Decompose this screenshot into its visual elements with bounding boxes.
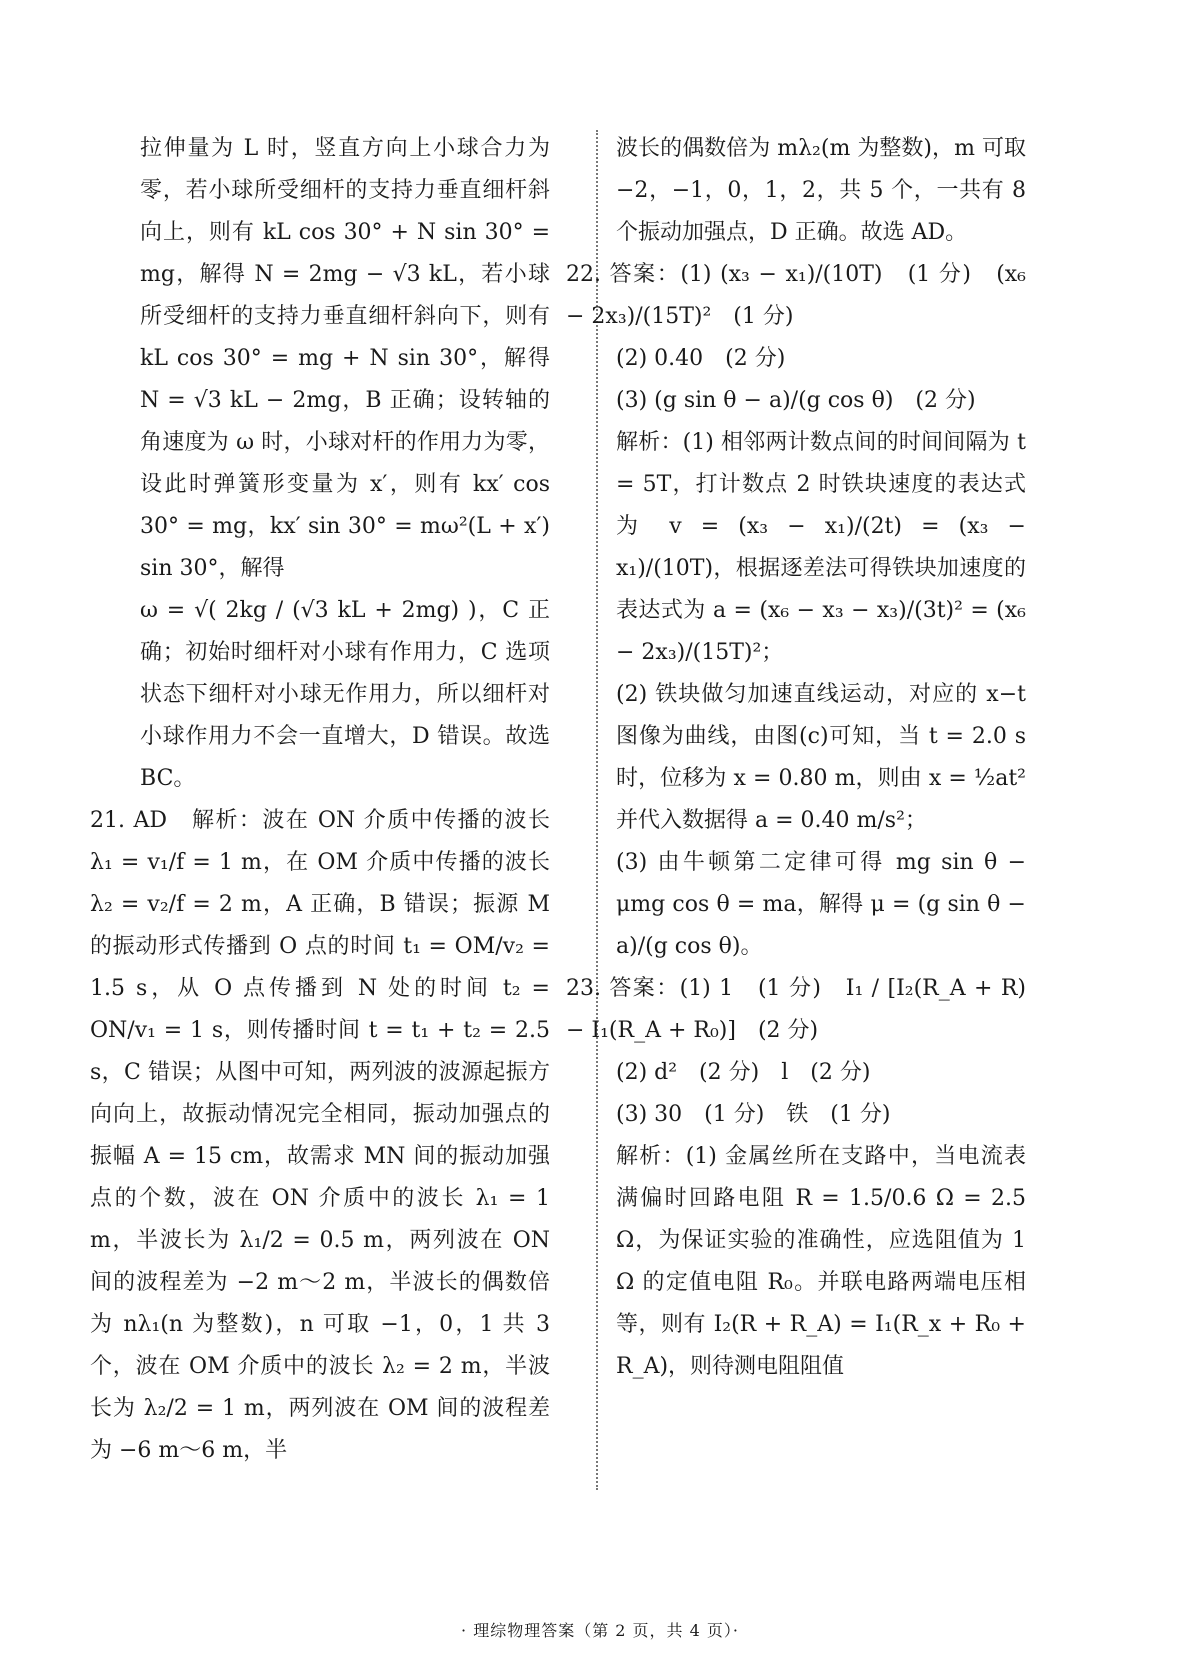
question-22-analysis-2: (2) 铁块做匀加速直线运动，对应的 x−t 图像为曲线，由图(c)可知，当 t = 2.0 s 时，位移为 x = 0.80 m，则由 x = ½at² 并代入数据得 a = 0.40 m/s²； — [616, 682, 1026, 833]
right-paragraph-1: 波长的偶数倍为 mλ₂(m 为整数)，m 可取 −2，−1，0，1，2，共 5 个，一共有 8 个振动加强点，D 正确。故选 AD。 — [616, 136, 1026, 245]
question-23-analysis: 解析：(1) 金属丝所在支路中，当电流表满偏时回路电阻 R = 1.5/0.6 Ω = 2.5 Ω，为保证实验的准确性，应选阻值为 1 Ω 的定值电阻 R₀。并联电路两端电压相等，则有 I₂(R + R_A) = I₁(R_x + R₀ + R_A)，则待测电阻阻值 — [616, 1144, 1026, 1379]
question-22-answer: 22. 答案：(1) (x₃ − x₁)/(10T) (1 分) (x₆ − 2x₃)/(15T)² (1 分) — [566, 262, 1026, 329]
question-23-answer: 23. 答案：(1) 1 (1 分) I₁ / [I₂(R_A + R) − I₁(R_A + R₀)] (2 分) — [566, 976, 1026, 1043]
left-column — [90, 128, 550, 1472]
question-22-answer-2: (2) 0.40 (2 分) — [616, 346, 786, 371]
right-column — [566, 128, 1026, 1388]
question-22-answer-3: (3) (g sin θ − a)/(g cos θ) (2 分) — [616, 388, 976, 413]
question-23-answer-3: (3) 30 (1 分) 铁 (1 分) — [616, 1102, 891, 1127]
question-21: 21. AD 解析：波在 ON 介质中传播的波长 λ₁ = v₁/f = 1 m，在 OM 介质中传播的波长 λ₂ = v₂/f = 2 m，A 正确，B 错误；振源 M 的振动形式传播到 O 点的时间 t₁ = OM/v₂ = 1.5 s，从 O 点传播到 N 处的时间 t₂ = ON/v₁ = 1 s，则传播时间 t = t₁ + t₂ = 2.5 s，C 错误；从图中可知，两列波的波源起振方向向上，故振动情况完全相同，振动加强点的振幅 A = 15 cm，故需求 MN 间的振动加强点的个数，波在 ON 介质中的波长 λ₁ = 1 m，半波长为 λ₁/2 = 0.5 m，两列波在 ON 间的波程差为 −2 m～2 m，半波长的偶数倍为 nλ₁(n 为整数)，n 可取 −1，0，1 共 3 个，波在 OM 介质中的波长 λ₂ = 2 m，半波长为 λ₂/2 = 1 m，两列波在 OM 间的波程差为 −6 m～6 m，半 — [90, 808, 550, 1463]
question-22-analysis-3: (3) 由牛顿第二定律可得 mg sin θ − μmg cos θ = ma，解得 μ = (g sin θ − a)/(g cos θ)。 — [616, 850, 1026, 959]
left-paragraph-2: ω = √( 2kg / (√3 kL + 2mg) )，C 正确；初始时细杆对小球有作用力，C 选项状态下细杆对小球无作用力，所以细杆对小球作用力不会一直增大，D 错误。故选 BC。 — [140, 598, 550, 791]
left-paragraph-1: 拉伸量为 L 时，竖直方向上小球合力为零，若小球所受细杆的支持力垂直细杆斜向上，则有 kL cos 30° + N sin 30° = mg，解得 N = 2mg − √3 kL，若小球所受细杆的支持力垂直细杆斜向下，则有 kL cos 30° = mg + N sin 30°，解得 N = √3 kL − 2mg，B 正确；设转轴的角速度为 ω 时，小球对杆的作用力为零，设此时弹簧形变量为 x′，则有 kx′ cos 30° = mg，kx′ sin 30° = mω²(L + x′) sin 30°，解得 — [140, 136, 550, 581]
question-23-answer-2: (2) d² (2 分) l (2 分) — [616, 1060, 871, 1085]
page-footer: · 理综物理答案（第 2 页，共 4 页）· — [461, 1621, 739, 1640]
question-22-analysis-1: 解析：(1) 相邻两计数点间的时间间隔为 t = 5T，打计数点 2 时铁块速度的表达式为 v = (x₃ − x₁)/(2t) = (x₃ − x₁)/(10T)，根据逐差法可得铁块加速度的表达式为 a = (x₆ − x₃ − x₃)/(3t)² = (x₆ − 2x₃)/(15T)²； — [616, 430, 1026, 665]
